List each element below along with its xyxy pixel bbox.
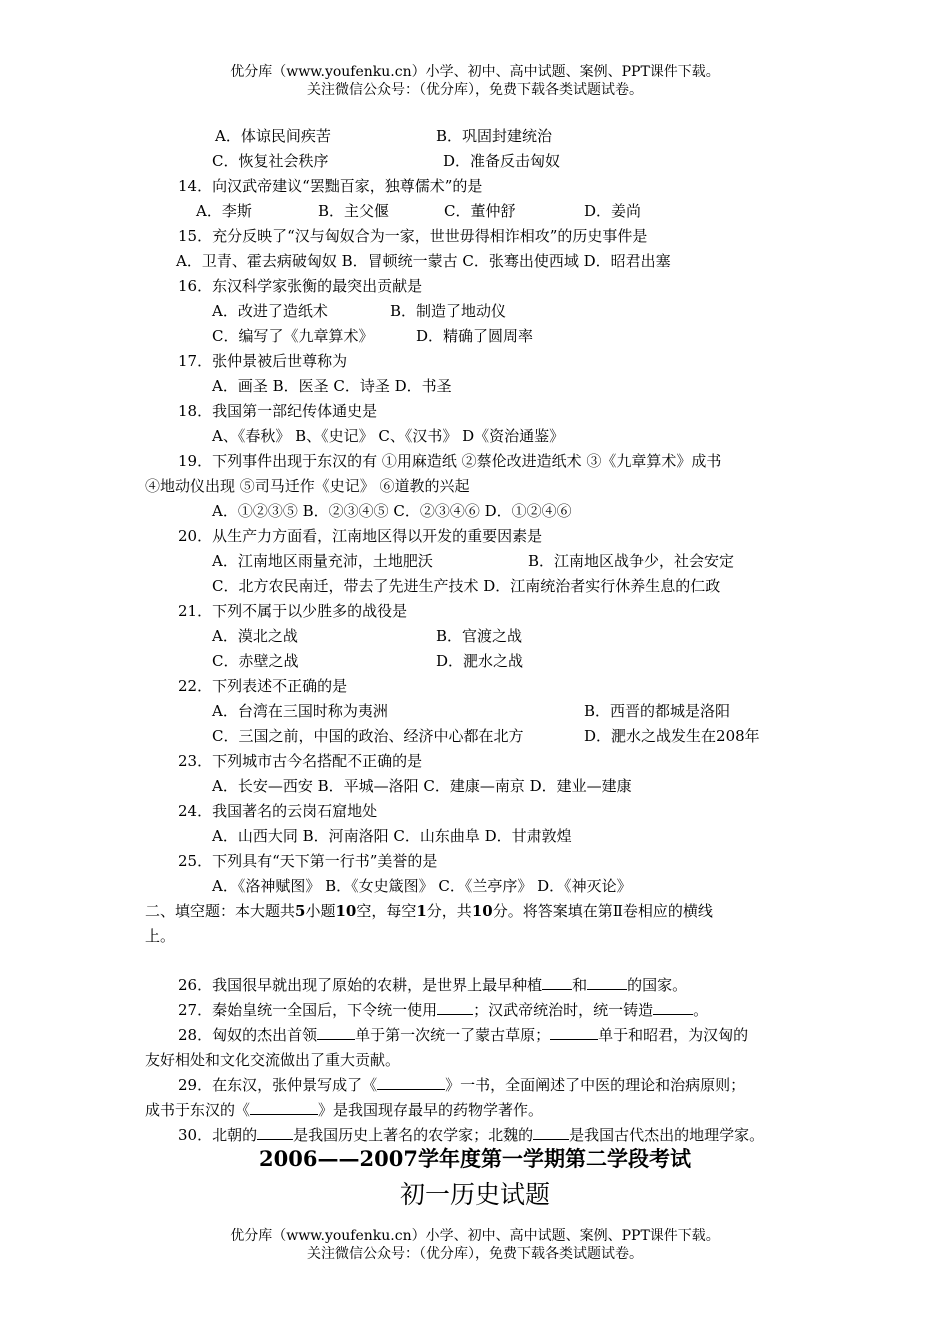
- q16-option-b: B．制造了地动仪: [390, 302, 507, 320]
- q16-option-a: A．改进了造纸术: [212, 302, 328, 320]
- q23-options: A．长安—西安 B．平城—洛阳 C．建康—南京 D．建业—建康: [212, 777, 632, 795]
- header-line-1: 优分库（www.youfenku.cn）小学、初中、高中试题、案例、PPT课件下载。: [230, 64, 720, 80]
- q14-stem: 14．向汉武帝建议“罢黜百家，独尊儒术”的是: [178, 177, 483, 195]
- q21-option-b: B．官渡之战: [436, 627, 523, 645]
- q29-continued: 成书于东汉的《 》是我国现存最早的药物学著作。: [145, 1101, 544, 1119]
- q22-option-b: B．西晋的都城是洛阳: [584, 702, 731, 720]
- answer-blank[interactable]: [377, 1075, 445, 1090]
- q18-options: A、《春秋》 B、《史记》 C、《汉书》 D《资治通鉴》: [212, 427, 565, 445]
- q19-stem-continued: ④地动仪出现 ⑤司马迁作《史记》 ⑥道教的兴起: [145, 477, 470, 495]
- q22-option-d: D．淝水之战发生在208年: [584, 727, 760, 745]
- answer-blank[interactable]: [550, 1025, 598, 1040]
- q19-stem: 19．下列事件出现于东汉的有 ①用麻造纸 ②蔡伦改进造纸术 ③《九章算术》成书: [178, 452, 722, 470]
- q20-stem: 20．从生产力方面看，江南地区得以开发的重要因素是: [178, 527, 543, 545]
- q13-option-d: D．准备反击匈奴: [443, 152, 561, 170]
- q15-options: A．卫青、霍去病破匈奴 B．冒顿统一蒙古 C．张骞出使西域 D．昭君出塞: [176, 252, 671, 270]
- q25-options: A．《洛神赋图》 B．《女史箴图》 C．《兰亭序》 D．《神灭论》: [212, 877, 632, 895]
- q28: 28．匈奴的杰出首领 单于第一次统一了蒙古草原； 单于和昭君，为汉匈的: [178, 1026, 749, 1044]
- q14-option-d: D．姜尚: [584, 202, 642, 220]
- q25-stem: 25．下列具有“天下第一行书”美誉的是: [178, 852, 438, 870]
- q19-options: A．①②③⑤ B．②③④⑤ C．②③④⑥ D．①②④⑥: [212, 502, 572, 520]
- q14-option-c: C．董仲舒: [444, 202, 516, 220]
- q16-option-c: C．编写了《九章算术》: [212, 327, 374, 345]
- footer-line-2: 关注微信公众号：（优分库），免费下载各类试题试卷。: [307, 1246, 643, 1262]
- q21-option-c: C．赤壁之战: [212, 652, 299, 670]
- q28-continued: 友好相处和文化交流做出了重大贡献。: [145, 1051, 401, 1069]
- answer-blank[interactable]: [653, 1000, 693, 1015]
- q15-stem: 15．充分反映了“汉与匈奴合为一家，世世毋得相诈相攻”的历史事件是: [178, 227, 648, 245]
- q23-stem: 23．下列城市古今名搭配不正确的是: [178, 752, 423, 770]
- section2-heading-continued: 上。: [145, 927, 176, 945]
- q13-option-b: B．巩固封建统治: [436, 127, 553, 145]
- q21-option-a: A．漠北之战: [212, 627, 298, 645]
- q17-options: A．画圣 B．医圣 C．诗圣 D．书圣: [212, 377, 452, 395]
- q27: 27．秦始皇统一全国后，下令统一使用 ；汉武帝统治时，统一铸造 。: [178, 1001, 709, 1019]
- q22-option-a: A．台湾在三国时称为夷洲: [212, 702, 388, 720]
- q24-options: A．山西大同 B．河南洛阳 C．山东曲阜 D．甘肃敦煌: [212, 827, 572, 845]
- exam-title: 2006——2007学年度第一学期第二学段考试: [259, 1146, 691, 1171]
- q20-option-b: B．江南地区战争少，社会安定: [528, 552, 735, 570]
- q29: 29．在东汉，张仲景写成了《 》一书，全面阐述了中医的理论和治病原则；: [178, 1076, 746, 1094]
- q21-stem: 21．下列不属于以少胜多的战役是: [178, 602, 408, 620]
- answer-blank[interactable]: [533, 1125, 569, 1140]
- q17-stem: 17．张仲景被后世尊称为: [178, 352, 348, 370]
- q16-option-d: D．精确了圆周率: [416, 327, 534, 345]
- q20-option-cd: C．北方农民南迁，带去了先进生产技术 D．江南统治者实行休养生息的仁政: [212, 577, 721, 595]
- footer-line-1: 优分库（www.youfenku.cn）小学、初中、高中试题、案例、PPT课件下载。: [230, 1228, 720, 1244]
- q16-stem: 16．东汉科学家张衡的最突出贡献是: [178, 277, 423, 295]
- q26: 26．我国很早就出现了原始的农耕，是世界上最早种植 和 的国家。: [178, 976, 688, 994]
- section2-heading: 二、填空题：本大题共5小题10空，每空1分，共10分。将答案填在第Ⅱ卷相应的横线: [145, 902, 713, 920]
- q22-stem: 22．下列表述不正确的是: [178, 677, 348, 695]
- answer-blank[interactable]: [250, 1100, 318, 1115]
- q30: 30．北朝的 是我国历史上著名的农学家；北魏的 是我国古代杰出的地理学家。: [178, 1126, 765, 1144]
- answer-blank[interactable]: [257, 1125, 293, 1140]
- q24-stem: 24．我国著名的云岗石窟地处: [178, 802, 378, 820]
- answer-blank[interactable]: [542, 975, 572, 990]
- q13-option-c: C．恢复社会秩序: [212, 152, 329, 170]
- q14-option-a: A．李斯: [196, 202, 252, 220]
- answer-blank[interactable]: [587, 975, 627, 990]
- q18-stem: 18．我国第一部纪传体通史是: [178, 402, 378, 420]
- q22-option-c: C．三国之前，中国的政治、经济中心都在北方: [212, 727, 524, 745]
- answer-blank[interactable]: [437, 1000, 473, 1015]
- exam-subject-title: 初一历史试题: [399, 1180, 550, 1209]
- q13-option-a: A．体谅民间疾苦: [215, 127, 331, 145]
- q21-option-d: D．淝水之战: [436, 652, 524, 670]
- header-line-2: 关注微信公众号：（优分库），免费下载各类试题试卷。: [307, 82, 643, 98]
- q20-option-a: A．江南地区雨量充沛，土地肥沃: [212, 552, 433, 570]
- answer-blank[interactable]: [317, 1025, 355, 1040]
- q14-option-b: B．主父偃: [318, 202, 390, 220]
